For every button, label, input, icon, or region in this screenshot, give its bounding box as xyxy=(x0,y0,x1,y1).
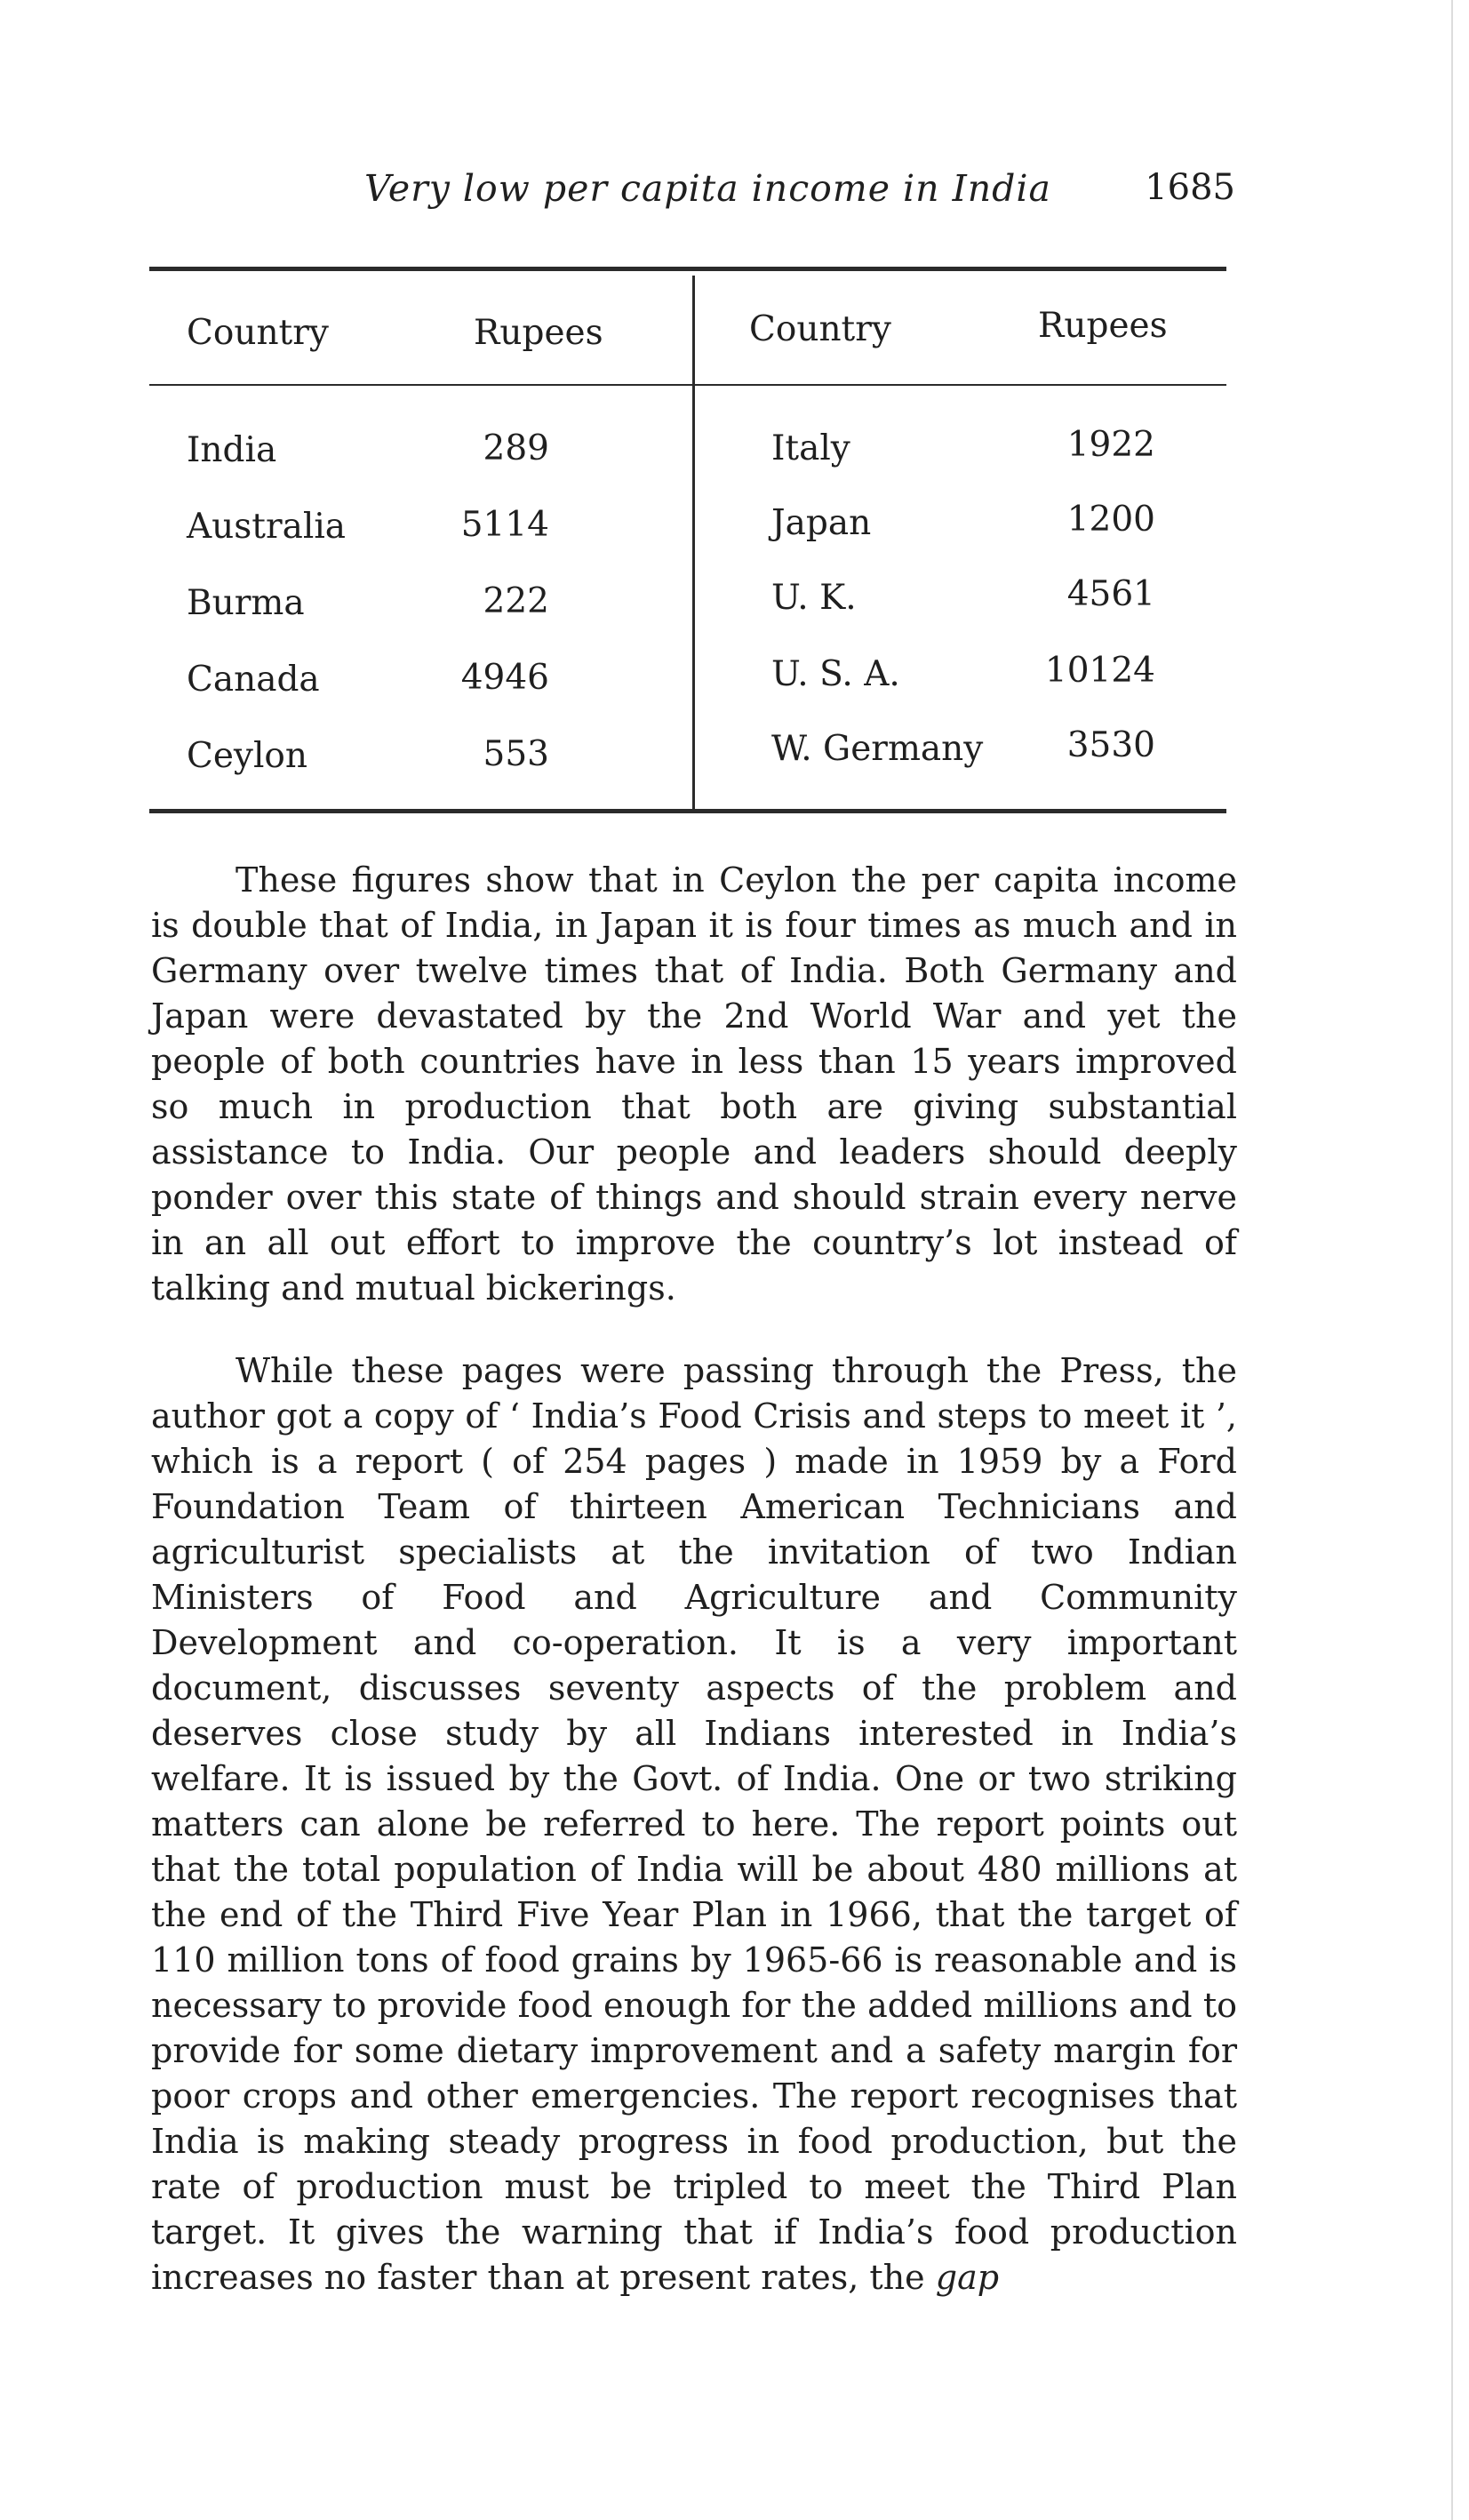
right-row-2-country: Japan xyxy=(771,503,872,543)
header-right-rupees: Rupees xyxy=(1038,306,1168,346)
paragraph-1 xyxy=(151,858,1237,1311)
paragraph-2-text xyxy=(151,1348,1237,2300)
left-row-5-rupees: 553 xyxy=(483,734,549,774)
left-row-1-rupees: 289 xyxy=(483,428,549,468)
left-row-4-rupees: 4946 xyxy=(460,658,549,698)
table-top-rule xyxy=(149,267,1226,271)
header-right-country: Country xyxy=(749,309,891,349)
left-row-3-country: Burma xyxy=(187,583,305,623)
income-table xyxy=(149,267,1226,818)
table-column-divider xyxy=(692,276,695,811)
left-row-2-country: Australia xyxy=(187,507,347,547)
paragraph-2-main: While these pages were passing through the Press, the author got a copy of ‘ India’s Food Crisis and steps to meet it ’, which is a report ( of 254 pages ) made in 1959 by a Ford Foundation Team of thirteen American Technicians and agriculturist specialists at the invitation of two Indian Ministers of Food and Agriculture and Community Development and co-operation. It is a very important document, discusses seventy aspects of the problem and deserves close study by all Indians interested in India’s welfare. It is issued by the Govt. of India. One or two striking matters can alone be referred to here. The report points out that the total population of India will be about 480 millions at the end of the Third Five Year Plan in 1966, that the target of 110 million tons of food grains by 1965-66 is reasonable and is necessary to provide food enough for the added millions and to provide for some dietary improvement and a safety margin for poor crops and other emergencies. The report recognises that India is making steady progress in food production, but the rate of production must be tripled to meet the Third Plan target. It gives the warning that if India’s food production increases no faster than at present rates, the xyxy=(151,1351,1237,2297)
paragraph-2 xyxy=(151,1348,1237,2300)
right-row-3-rupees: 4561 xyxy=(1066,574,1155,614)
table-bottom-rule xyxy=(149,809,1226,813)
right-row-5-country: W. Germany xyxy=(771,729,984,769)
table-header-rule xyxy=(149,384,1226,386)
header-left-rupees: Rupees xyxy=(474,313,603,353)
left-row-3-rupees: 222 xyxy=(483,581,549,621)
left-row-1-country: India xyxy=(187,430,277,470)
left-row-2-rupees: 5114 xyxy=(460,505,549,545)
right-row-1-country: Italy xyxy=(771,428,850,468)
page-number: 1685 xyxy=(1145,167,1235,208)
running-title: Very low per capita income in India xyxy=(364,167,1051,210)
page-edge-line xyxy=(1451,0,1453,2520)
left-row-5-country: Ceylon xyxy=(187,736,308,776)
page-header xyxy=(364,167,1235,220)
left-row-4-country: Canada xyxy=(187,660,320,700)
right-row-4-rupees: 10124 xyxy=(1044,651,1155,691)
right-row-2-rupees: 1200 xyxy=(1066,500,1155,540)
right-row-3-country: U. K. xyxy=(771,578,857,618)
paragraph-2-italic-word: gap xyxy=(935,2258,1000,2297)
header-left-country: Country xyxy=(187,313,329,353)
right-row-4-country: U. S. A. xyxy=(771,654,900,694)
paragraph-1-text: These figures show that in Ceylon the per capita income is double that of India, in Japan it is four times as much and in Germany over twelve times that of India. Both Germany and Japan were devastated by the 2nd World War and yet the people of both countries have in less than 15 years improved so much in production that both are giving substantial assistance to India. Our people and leaders should deeply ponder over this state of things and should strain every nerve in an all out effort to improve the country’s lot instead of talking and mutual bickerings. xyxy=(151,860,1237,1308)
right-row-1-rupees: 1922 xyxy=(1066,425,1155,465)
right-row-5-rupees: 3530 xyxy=(1066,725,1155,765)
